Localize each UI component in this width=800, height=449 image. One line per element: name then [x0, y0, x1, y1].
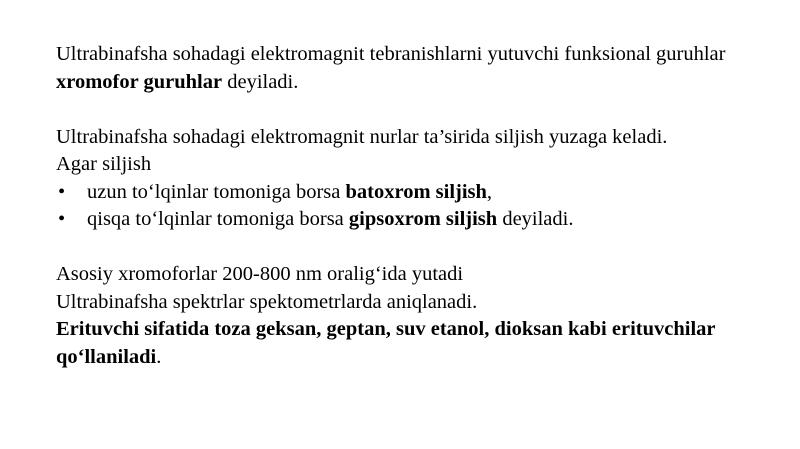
bullet-marker: •	[58, 208, 66, 230]
paragraph-shift-intro	[56, 124, 766, 179]
paragraph-absorption-solvents	[56, 261, 766, 371]
spacer	[56, 96, 766, 124]
paragraph-text: .	[156, 345, 162, 368]
paragraph-text: Ultrabinafsha sohadagi elektromagnit tebranishlarni yutuvchi funksional guruhlar	[56, 43, 726, 65]
list-item-text: ,	[486, 180, 493, 203]
list-item-hypsochromic	[56, 206, 766, 234]
paragraph-text: deyiladi.	[222, 70, 299, 93]
term-bathochromic-shift: batoxrom siljish	[345, 180, 487, 203]
list-item-text: qisqa to‘lqinlar tomoniga borsa	[87, 208, 349, 230]
bullet-marker: •	[58, 180, 66, 203]
solvents-statement: Erituvchi sifatida toza geksan, geptan, suv etanol, dioksan kabi erituvchilar qo‘llaniladi	[56, 318, 716, 368]
paragraph-chromophore-definition	[56, 41, 766, 96]
paragraph-line: Ultrabinafsha spektrlar spektometrlarda aniqlanadi.	[56, 290, 478, 313]
term-chromophore-groups: xromofor guruhlar	[56, 70, 223, 93]
shift-types-list	[56, 179, 766, 234]
list-item-text: uzun to‘lqinlar tomoniga borsa	[87, 180, 346, 203]
list-item-bathochromic	[56, 179, 766, 207]
paragraph-line: Ultrabinafsha sohadagi elektromagnit nurlar ta’sirida siljish yuzaga keladi.	[56, 125, 668, 148]
slide-content	[56, 41, 766, 371]
paragraph-line: Agar siljish	[56, 153, 152, 175]
spacer	[56, 234, 766, 262]
paragraph-line: Asosiy xromoforlar 200-800 nm oralig‘ida yutadi	[56, 263, 464, 285]
term-hypsochromic-shift: gipsoxrom siljish	[348, 208, 498, 230]
list-item-text: deyiladi.	[497, 208, 574, 230]
